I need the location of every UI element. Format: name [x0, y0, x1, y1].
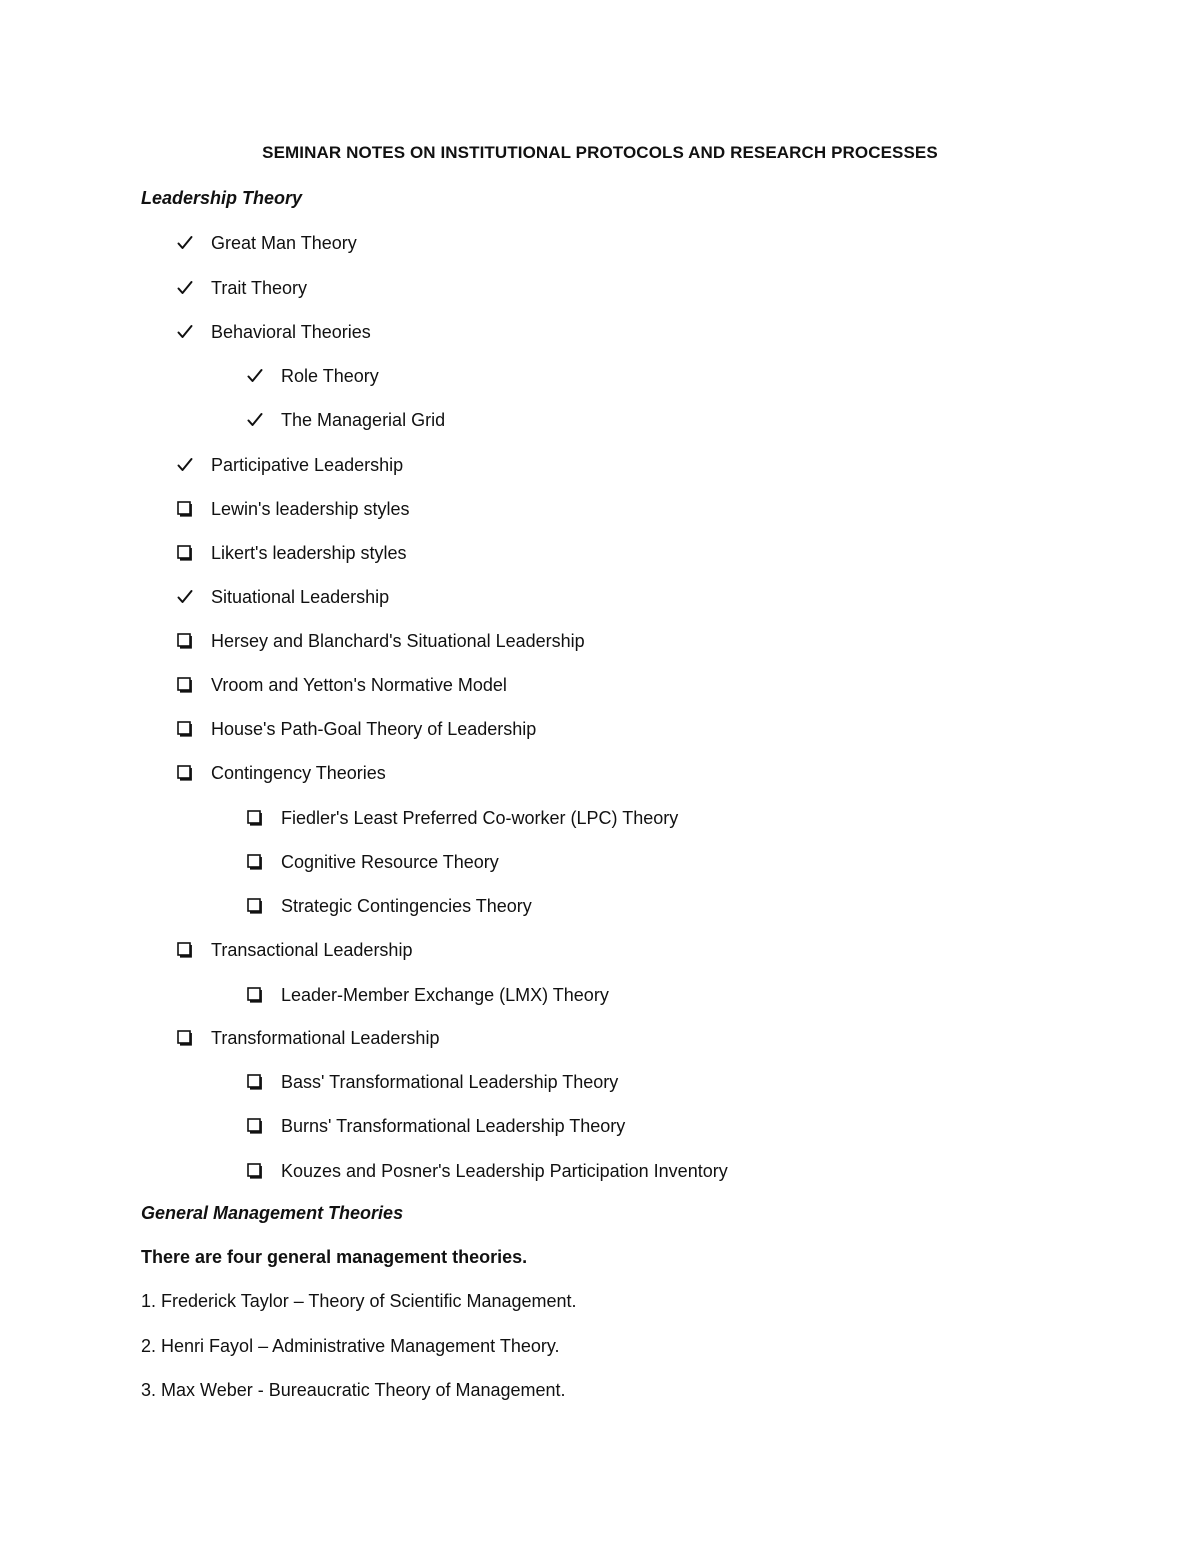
checkbox-icon [247, 1158, 281, 1184]
numbered-item-3 [141, 1380, 566, 1401]
list-item [247, 1113, 625, 1139]
list-item-label: Transactional Leadership [211, 939, 413, 960]
list-item-label: Strategic Contingencies Theory [281, 895, 532, 916]
list-item [177, 275, 307, 301]
list-item [177, 496, 410, 522]
checkmark-icon [247, 363, 281, 389]
checkbox-icon [177, 1025, 211, 1051]
list-item [247, 982, 609, 1008]
item-number: 3. [141, 1380, 157, 1400]
checkmark-icon [177, 275, 211, 301]
checkbox-icon [177, 496, 211, 522]
item-text: Henri Fayol – Administrative Management Theory. [161, 1336, 560, 1356]
list-item-label: The Managerial Grid [281, 409, 446, 430]
checkbox-icon [247, 982, 281, 1008]
list-item [177, 230, 357, 256]
section-heading-leadership-theory: Leadership Theory [141, 188, 303, 208]
list-item [247, 407, 445, 433]
checkbox-icon [177, 760, 211, 786]
list-item [177, 716, 536, 742]
general-management-intro: There are four general management theories. [141, 1247, 528, 1267]
list-item-label: Fiedler's Least Preferred Co-worker (LPC) Theory [281, 807, 679, 828]
list-item [177, 319, 371, 345]
item-number: 1. [141, 1291, 157, 1311]
list-item [247, 805, 678, 831]
checkbox-icon [247, 849, 281, 875]
list-item-label: Vroom and Yetton's Normative Model [211, 674, 507, 695]
checkbox-icon [247, 893, 281, 919]
checkbox-icon [247, 1069, 281, 1095]
item-number: 2. [141, 1336, 157, 1356]
checkmark-icon [177, 319, 211, 345]
list-item [177, 452, 403, 478]
list-item-label: Cognitive Resource Theory [281, 851, 499, 872]
checkbox-icon [177, 937, 211, 963]
item-text: Max Weber - Bureaucratic Theory of Management. [161, 1380, 566, 1400]
list-item-label: Situational Leadership [211, 586, 390, 607]
checkbox-icon [177, 716, 211, 742]
checkbox-icon [177, 540, 211, 566]
list-item [247, 1069, 618, 1095]
page-title: SEMINAR NOTES ON INSTITUTIONAL PROTOCOLS AND RESEARCH PROCESSES [262, 143, 938, 162]
list-item-label: Great Man Theory [211, 232, 357, 253]
list-item [177, 760, 386, 786]
list-item-label: Leader-Member Exchange (LMX) Theory [281, 984, 609, 1005]
list-item [247, 893, 532, 919]
list-item-label: Burns' Transformational Leadership Theory [281, 1115, 626, 1136]
list-item-label: House's Path-Goal Theory of Leadership [211, 718, 537, 739]
list-item [177, 672, 507, 698]
list-item-label: Kouzes and Posner's Leadership Participation Inventory [281, 1160, 728, 1181]
list-item-label: Contingency Theories [211, 762, 386, 783]
list-item [177, 584, 389, 610]
checkmark-icon [177, 230, 211, 256]
list-item [247, 1158, 728, 1184]
list-item [177, 540, 407, 566]
list-item-label: Lewin's leadership styles [211, 498, 410, 519]
list-item [177, 937, 412, 963]
list-item-label: Hersey and Blanchard's Situational Leadership [211, 630, 585, 651]
numbered-item-2 [141, 1336, 560, 1357]
list-item-label: Transformational Leadership [211, 1027, 440, 1048]
list-item-label: Trait Theory [211, 277, 308, 298]
list-item-label: Participative Leadership [211, 454, 404, 475]
list-item-label: Behavioral Theories [211, 321, 371, 342]
list-item-label: Bass' Transformational Leadership Theory [281, 1071, 619, 1092]
section-heading-general-management: General Management Theories [141, 1203, 404, 1223]
numbered-item-1 [141, 1291, 577, 1312]
list-item [177, 628, 585, 654]
checkbox-icon [177, 628, 211, 654]
list-item [247, 363, 379, 389]
checkbox-icon [247, 805, 281, 831]
checkbox-icon [177, 672, 211, 698]
checkbox-icon [247, 1113, 281, 1139]
list-item-label: Role Theory [281, 365, 379, 386]
list-item [247, 849, 499, 875]
item-text: Frederick Taylor – Theory of Scientific Management. [161, 1291, 577, 1311]
checkmark-icon [247, 407, 281, 433]
checkmark-icon [177, 452, 211, 478]
list-item [177, 1025, 439, 1051]
checkmark-icon [177, 584, 211, 610]
list-item-label: Likert's leadership styles [211, 542, 407, 563]
